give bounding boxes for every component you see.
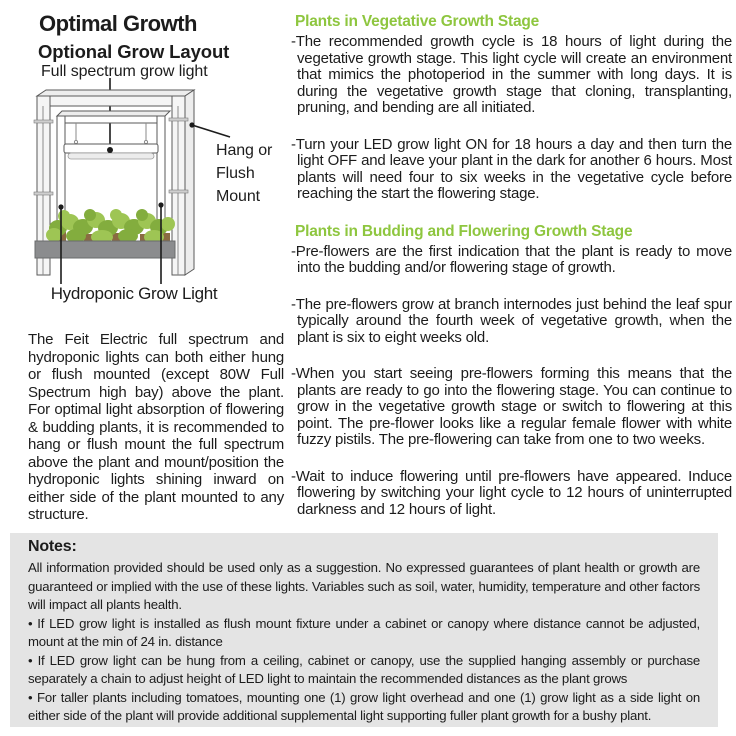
notes-bullet: • If LED grow light is installed as flush mount fixture under a cabinet or canopy where distance cannot be adjusted, mount at the min of 24 in. distance <box>28 615 700 649</box>
growth-stages-column <box>291 13 732 538</box>
vegetative-stage-heading: Plants in Vegetative Growth Stage <box>295 13 540 30</box>
page-title: Optimal Growth <box>39 11 197 36</box>
inner-rail-top-face <box>57 111 170 116</box>
mount-label-line: Hang or <box>216 142 273 159</box>
mount-label-line: Mount <box>216 188 260 205</box>
notes-intro: All information provided should be used only as a suggestion. No expressed guarantees of plant health or growth are guaranteed or implied with the use of these lights. Variables such as soil, water, humidity, temperature and other factors will impact all plants health. <box>28 560 700 612</box>
fixture-lens <box>68 153 154 159</box>
post-clip <box>169 190 188 193</box>
notes-heading: Notes: <box>28 538 77 555</box>
post-clip <box>169 118 188 121</box>
mounting-description-paragraph: The Feit Electric full spectrum and hydroponic lights can both either hung or flush mounted (except 80W Full Spectrum high bay) above the plant. For optimal light absorption of flowering & budding plants, it is recommended to hang or flush mount the full spectrum above the plant and mount/position the hydroponic lights shining inward on either side of the plant mounted to any structure. <box>28 331 284 523</box>
flowering-paragraph-3: -When you start seeing pre-flowers forming this means that the plants are ready to go into the flowering stage. You can continue to grow in the vegetative growth stage or switch to flowering at this point. The pre-flower looks like a regular female flower with white fuzzy pistils. The pre-flowering can take from one to two weeks. <box>291 365 732 448</box>
mount-pointer-line <box>192 125 230 137</box>
mount-label <box>216 139 272 208</box>
flowering-stage-heading: Plants in Budding and Flowering Growth Stage <box>295 222 633 240</box>
flowering-paragraph-4: -Wait to induce flowering until pre-flowers have appeared. Induce flowering by switching your light cycle to 12 hours of uninterrupted darkness and 12 hours of light. <box>291 467 732 518</box>
post-clip <box>34 120 53 123</box>
notes-bullet: • For taller plants including tomatoes, mounting one (1) grow light overhead and one (1) grow light as a side light on either side of the plant will provide additional supplemental light supporting fuller plant growth for a bushy plant. <box>28 689 700 723</box>
frame-top-bar <box>37 96 185 106</box>
post-clip <box>34 192 53 195</box>
plants <box>46 209 175 244</box>
flowering-paragraph-1: -Pre-flowers are the first indication that the plant is ready to move into the budding and/or flowering stage of growth. <box>291 242 732 276</box>
full-spectrum-label: Full spectrum grow light <box>41 63 208 80</box>
vegetative-paragraph-1: -The recommended growth cycle is 18 hours of light during the vegetative growth stage. This light cycle will create an environment that mimics the photoperiod in the summer with long days. It is during the vegetative growth stage that cloning, transplanting, pruning, and bending are all initiated. <box>291 33 732 116</box>
mount-label-line: Flush <box>216 165 255 182</box>
full-spectrum-pointer-dot <box>107 147 113 153</box>
notes-bullet: • If LED grow light can be hung from a ceiling, cabinet or canopy, use the supplied hanging assembly or purchase separately a chain to adjust height of LED light to maintain the recommended distances as the plant grows <box>28 652 700 686</box>
notes-panel <box>10 533 718 727</box>
frame-top-face <box>37 90 194 96</box>
flowering-paragraph-2: -The pre-flowers grow at branch internodes just behind the leaf spur typically around the fourth week of vegetative growth, when the plant is six to eight weeks old. <box>291 295 732 346</box>
hydroponic-grow-light-label: Hydroponic Grow Light <box>50 284 218 303</box>
vegetative-paragraph-2: -Turn your LED grow light ON for 18 hours a day and then turn the light OFF and leave your plant in the dark for another 6 hours. Most plants will need four to six weeks in the vegetative cycle before reaching the start the flowering stage. <box>291 135 732 202</box>
page-subtitle: Optional Grow Layout <box>38 41 230 62</box>
planter-tray <box>35 241 175 258</box>
inner-rail <box>57 116 165 123</box>
